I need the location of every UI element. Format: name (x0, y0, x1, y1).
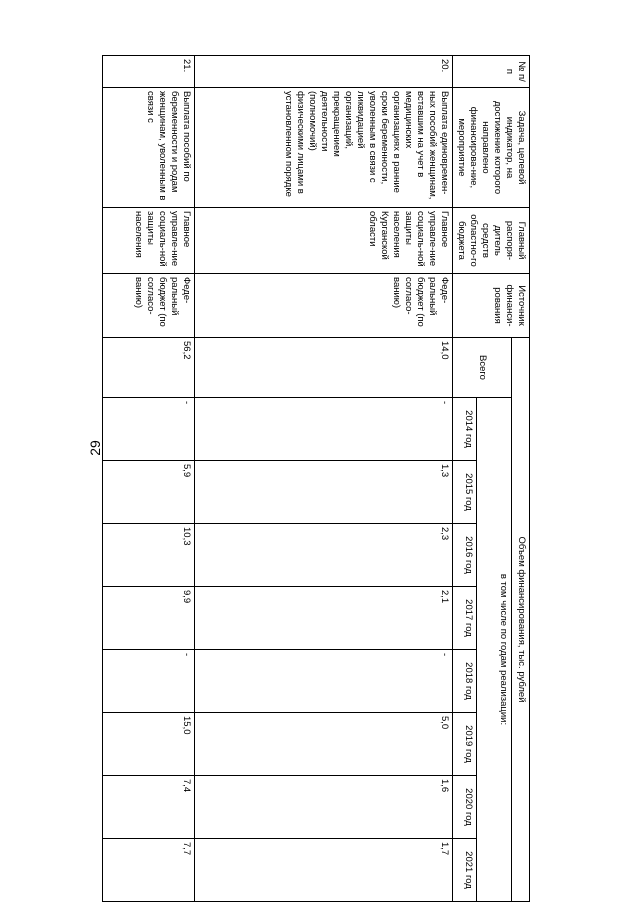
header-year: 2018 год (453, 650, 477, 713)
row-total: 14,0 (195, 338, 453, 398)
header-volume: Объем финансирования, тыс. рублей (512, 338, 530, 902)
row-value: 7,7 (103, 839, 195, 902)
row-value: 1,3 (195, 461, 453, 524)
row-value: 1,6 (195, 776, 453, 839)
row-task: Выплата единовремен-ных пособий женщинам, вставшим на учет в медицинских организациях в ранние сроки беременности, уволенным в связи с ликвидацией организаций, прекращением деятельности (полномочий) физическими лицами в установленном порядке (195, 88, 453, 208)
row-task: Выплата пособий по беременности и родам женщинам, уволенным в связи с (103, 88, 195, 208)
row-value: 7,4 (103, 776, 195, 839)
row-value: 10,3 (103, 524, 195, 587)
row-value: - (103, 650, 195, 713)
row-value: 5,9 (103, 461, 195, 524)
row-total: 56,2 (103, 338, 195, 398)
header-task: Задача, целевой индикатор, на достижение которого направлено финансирова-ние, мероприятие (453, 88, 530, 208)
row-source: Феде-ральный бюджет (по согласо-ванию) (195, 274, 453, 338)
header-year: 2015 год (453, 461, 477, 524)
row-value: 2,1 (195, 587, 453, 650)
header-year: 2016 год (453, 524, 477, 587)
header-total: Всего (453, 338, 512, 398)
header-num: № п/п (453, 56, 530, 88)
row-value: - (195, 398, 453, 461)
page-number: 29 (87, 440, 103, 456)
row-value: 1,7 (195, 839, 453, 902)
header-source: Источник финанси-рования (453, 274, 530, 338)
header-year: 2019 год (453, 713, 477, 776)
row-value: - (103, 398, 195, 461)
header-year: 2020 год (453, 776, 477, 839)
header-manager: Главный распоря-дитель средств областно-го бюджета (453, 208, 530, 274)
row-value: 15,0 (103, 713, 195, 776)
table-row (103, 56, 195, 902)
row-value: 5,0 (195, 713, 453, 776)
row-manager: Главное управле-ние социаль-ной защиты населения Курганской области (195, 208, 453, 274)
header-year: 2017 год (453, 587, 477, 650)
row-source: Феде-ральный бюджет (по согласо-ванию) (103, 274, 195, 338)
row-value: - (195, 650, 453, 713)
header-year: 2014 год (453, 398, 477, 461)
row-value: 2,3 (195, 524, 453, 587)
financing-table (102, 55, 530, 902)
header-year: 2021 год (453, 839, 477, 902)
row-num: 21. (103, 56, 195, 88)
header-by-years: в том числе по годам реализации: (477, 398, 512, 902)
row-value: 9,9 (103, 587, 195, 650)
table-row (195, 56, 453, 902)
row-num: 20. (195, 56, 453, 88)
row-manager: Главное управле-ние социаль-ной защиты населения (103, 208, 195, 274)
